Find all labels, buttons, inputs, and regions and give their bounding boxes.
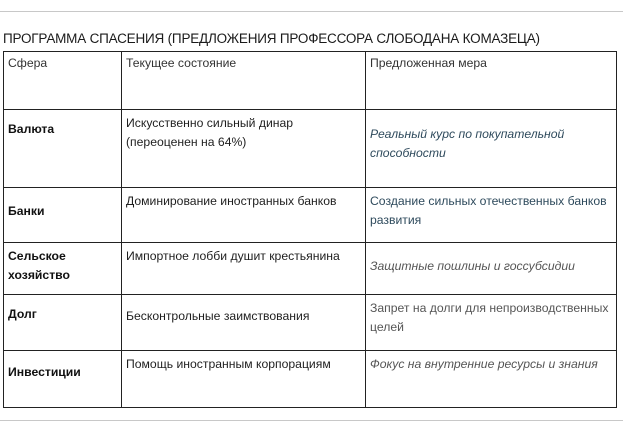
rescue-program-table [3,51,617,408]
current-state-text: Помощь иностранным корпорациям [126,357,331,371]
measure-cell [366,188,617,243]
current-state-cell [122,243,366,295]
measure-cell [366,351,617,408]
current-state-text: Искусственно сильный динар (переоценен на 64%) [126,116,294,149]
current-state-cell [122,110,366,188]
bottom-divider [0,420,623,421]
measure-text: Создание сильных отечественных банков развития [370,194,607,227]
table-row [4,110,617,188]
measure-text: Запрет на долги для непроизводственных целей [370,301,609,334]
sphere-label: Сельское хозяйство [8,249,70,282]
measure-text: Фокус на внутренние ресурсы и знания [370,357,598,371]
header-label: Текущее состояние [126,56,237,70]
current-state-text: Импортное лобби душит крестьянина [126,249,340,263]
header-cell-sphere [4,52,122,110]
table-row [4,295,617,351]
header-label: Предложенная мера [370,56,487,70]
table-row [4,243,617,295]
measure-cell [366,295,617,351]
sphere-cell [4,188,122,243]
current-state-cell [122,351,366,408]
sphere-cell [4,110,122,188]
current-state-cell [122,295,366,351]
sphere-cell [4,243,122,295]
measure-text: Реальный курс по покупательной способности [370,127,565,160]
table-row [4,351,617,408]
sphere-label: Долг [8,307,37,321]
sphere-label: Валюта [8,122,55,136]
table-header-row [4,52,617,110]
header-cell-measure [366,52,617,110]
sphere-label: Инвестиции [8,365,81,379]
current-state-text: Доминирование иностранных банков [126,194,337,208]
top-divider [0,11,623,12]
measure-cell [366,243,617,295]
sphere-cell [4,295,122,351]
sphere-label: Банки [8,204,45,218]
document-title: ПРОГРАММА СПАСЕНИЯ (ПРЕДЛОЖЕНИЯ ПРОФЕССОРА СЛОБОДАНА КОМАЗЕЦА) [3,31,540,46]
sphere-cell [4,351,122,408]
measure-cell [366,110,617,188]
current-state-text: Бесконтрольные заимствования [126,309,310,323]
header-cell-current [122,52,366,110]
table-row [4,188,617,243]
measure-text: Защитные пошлины и госсубсидии [370,259,575,273]
header-label: Сфера [8,56,48,70]
current-state-cell [122,188,366,243]
